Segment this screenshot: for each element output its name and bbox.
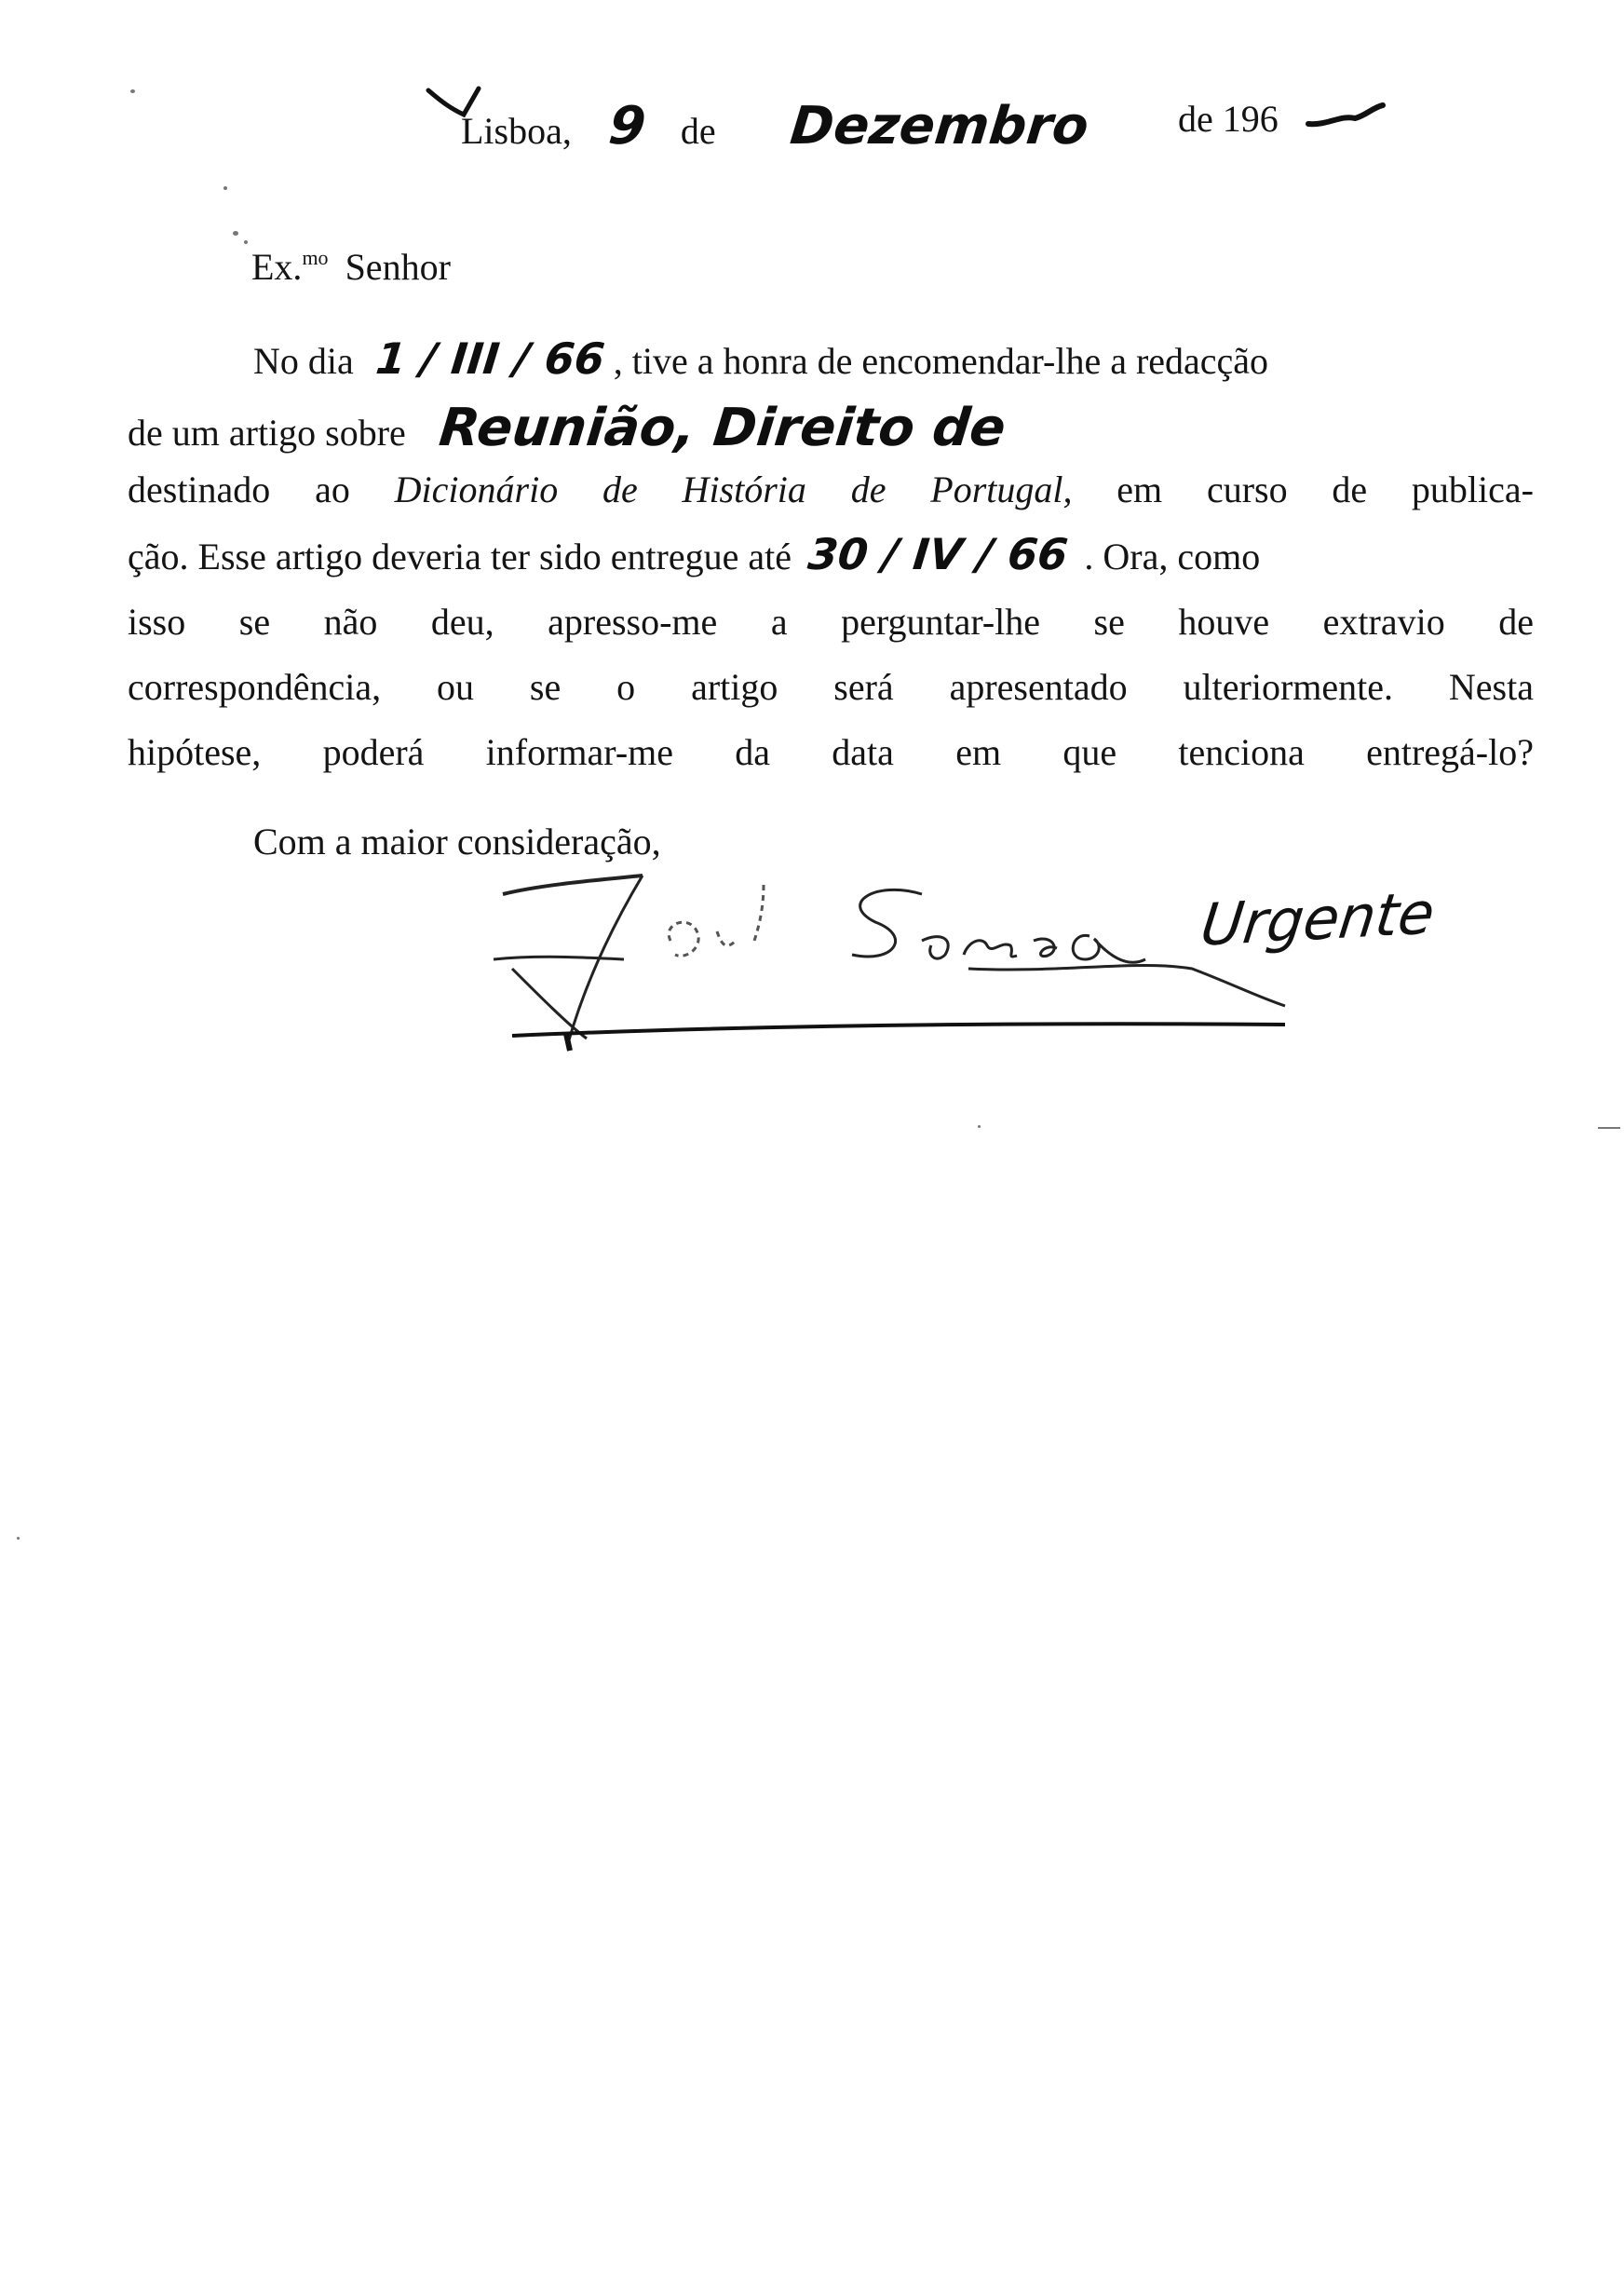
body-line-1 bbox=[253, 333, 1269, 384]
year-printed: 196 bbox=[1222, 98, 1279, 140]
scan-speck bbox=[244, 240, 248, 244]
salutation-name: Senhor bbox=[345, 246, 451, 288]
scan-speck bbox=[17, 1537, 20, 1540]
handwritten-annotation: Urgente bbox=[1197, 878, 1439, 959]
handwritten-order-date: 1 / III / 66 bbox=[372, 333, 607, 384]
header-pen-marks bbox=[419, 79, 1387, 144]
body-text: . Ora, como bbox=[1084, 536, 1261, 577]
handwritten-due-date: 30 / IV / 66 bbox=[805, 529, 1071, 579]
body-text: ção. Esse artigo deveria ter sido entregue até bbox=[128, 536, 792, 577]
body-text: em curso de publica- bbox=[1116, 469, 1534, 510]
de-word-2: de bbox=[1178, 98, 1213, 140]
body-line-2 bbox=[128, 398, 1008, 458]
body-text: de um artigo sobre bbox=[128, 412, 406, 454]
scan-speck bbox=[223, 186, 227, 190]
scan-speck bbox=[233, 231, 238, 236]
body-line-4 bbox=[128, 529, 1261, 579]
body-line-5 bbox=[128, 600, 1534, 644]
body-text: No dia bbox=[253, 340, 354, 382]
body-text: hipótese, poderá informar-me da data em que tenciona entregá-lo? bbox=[128, 731, 1534, 773]
handwritten-month: Dezembro bbox=[787, 96, 1091, 156]
signature-text bbox=[0, 0, 1, 1]
body-text: isso se não deu, apresso-me a perguntar-lhe se houve extravio de bbox=[128, 601, 1534, 643]
body-text: , tive a honra de encomendar-lhe a redacção bbox=[613, 340, 1269, 382]
scan-speck bbox=[130, 89, 135, 93]
salutation bbox=[251, 248, 451, 286]
body-line-7 bbox=[128, 730, 1534, 774]
body-text: correspondência, ou se o artigo será apresentado ulteriormente. Nesta bbox=[128, 666, 1534, 708]
salutation-title: Ex. bbox=[251, 246, 303, 288]
city: Lisboa, bbox=[461, 110, 572, 152]
de-word-1: de bbox=[680, 110, 716, 152]
handwritten-day: 9 bbox=[605, 96, 649, 156]
body-line-6 bbox=[128, 665, 1534, 709]
salutation-title-sup: mo bbox=[302, 246, 329, 269]
body-text: destinado ao bbox=[128, 469, 350, 510]
scan-speck bbox=[978, 1125, 981, 1128]
handwritten-topic: Reunião, Direito de bbox=[436, 398, 1008, 458]
dictionary-title: Dicionário de História de Portugal, bbox=[394, 469, 1073, 510]
closing: Com a maior consideração, bbox=[253, 821, 661, 862]
scan-speck bbox=[1598, 1127, 1620, 1129]
body-line-3 bbox=[128, 468, 1534, 511]
